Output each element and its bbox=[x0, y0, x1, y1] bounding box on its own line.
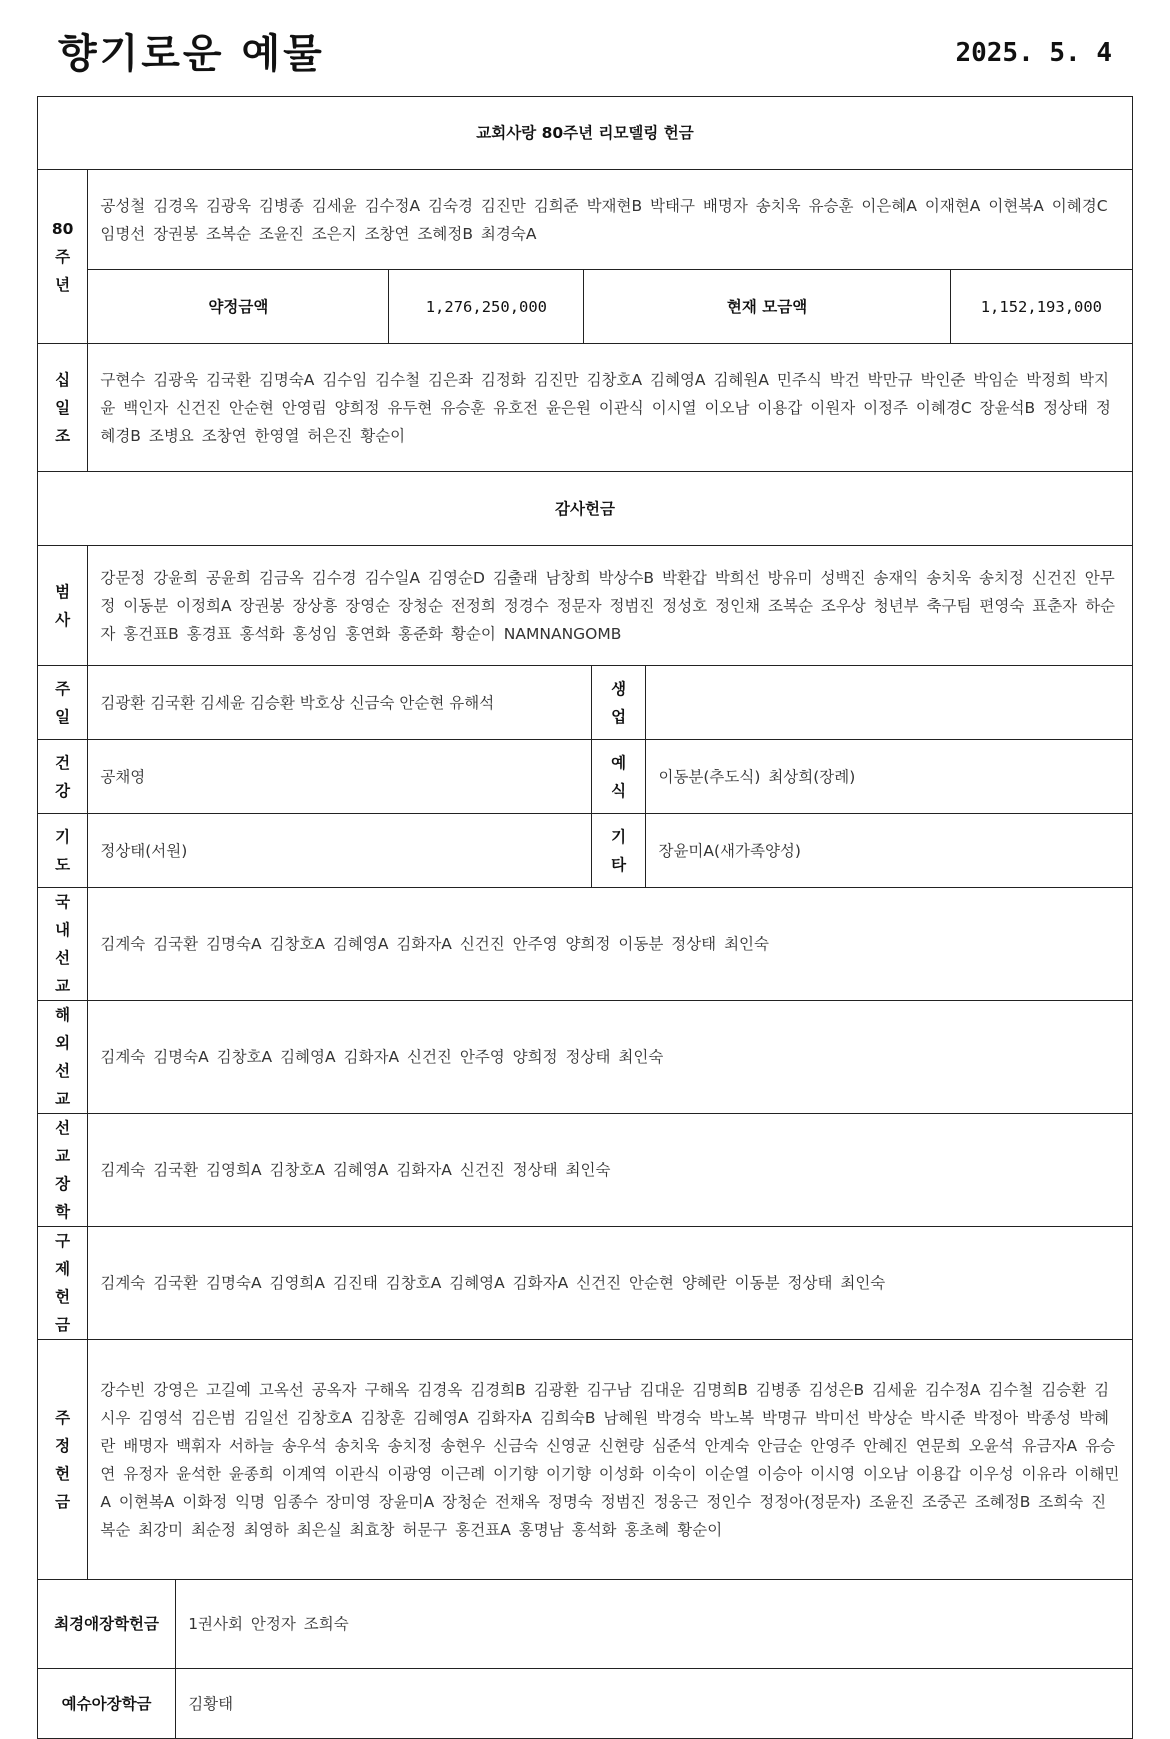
anniv80-names-row bbox=[38, 170, 1133, 270]
pledge-amount-value: 1,276,250,000 bbox=[389, 270, 584, 344]
raised-amount-label: 현재 모금액 bbox=[584, 270, 950, 344]
relief-label: 구제 헌금 bbox=[38, 1227, 88, 1340]
page-header bbox=[0, 0, 1170, 96]
prayer-etc-row bbox=[38, 814, 1133, 888]
weekly-label: 주 정 헌 금 bbox=[38, 1340, 88, 1580]
relief-row bbox=[38, 1227, 1133, 1340]
remodel-section-title: 교회사랑 80주년 리모델링 헌금 bbox=[38, 97, 1133, 170]
offering-table bbox=[37, 96, 1133, 1739]
tithe-label: 십 일 조 bbox=[38, 344, 88, 472]
overseas-mission-label: 해외 선교 bbox=[38, 1001, 88, 1114]
business-label: 생업 bbox=[591, 666, 646, 740]
general-thanks-names: 강문정 강윤희 공윤희 김금옥 김수경 김수일A 김영순D 김출래 남창희 박상수B 박환갑 박희선 방유미 성백진 송재익 송치욱 송치정 신건진 안무정 이동분 이정희A 장권봉 장상흥 장영순 장청순 전정희 정경수 정문자 정범진 정성호 정인채 조복순 조우상 청년부 축구팀 편영숙 표춘자 하순자 홍건표B 홍경표 홍석화 홍성임 홍연화 홍준화 황순이 NAMNANGOMB bbox=[88, 546, 1133, 666]
mission-scholarship-row bbox=[38, 1114, 1133, 1227]
prayer-names: 정상태(서원) bbox=[88, 814, 592, 888]
remodel-section-row bbox=[38, 97, 1133, 170]
weekly-row bbox=[38, 1340, 1133, 1580]
ceremony-names: 이동분(추도식) 최상희(장례) bbox=[646, 740, 1133, 814]
thanks-section-row bbox=[38, 472, 1133, 546]
health-names: 공채영 bbox=[88, 740, 592, 814]
ceremony-label: 예식 bbox=[591, 740, 646, 814]
choi-scholarship-label: 최경애장학헌금 bbox=[38, 1580, 176, 1669]
health-ceremony-row bbox=[38, 740, 1133, 814]
business-names bbox=[646, 666, 1133, 740]
prayer-label: 기도 bbox=[38, 814, 88, 888]
tithe-names: 구현수 김광욱 김국환 김명숙A 김수임 김수철 김은좌 김정화 김진만 김창호A 김혜영A 김혜원A 민주식 박건 박만규 박인준 박임순 박정희 박지윤 백인자 신건진 안순현 안영림 양희정 유두현 유승훈 유호전 윤은원 이관식 이시열 이오남 이용갑 이원자 이정주 이혜경C 장윤석B 정상태 정혜경B 조병요 조창연 한영열 허은진 황순이 bbox=[88, 344, 1133, 472]
choi-scholarship-names: 1권사회 안정자 조희숙 bbox=[176, 1580, 1133, 1669]
anniv80-label-text: 80 주년 bbox=[51, 219, 74, 294]
yesua-scholarship-label: 예슈아장학금 bbox=[38, 1669, 176, 1739]
health-label: 건강 bbox=[38, 740, 88, 814]
overseas-mission-names: 김계숙 김명숙A 김창호A 김혜영A 김화자A 신건진 안주영 양희정 정상태 최인숙 bbox=[88, 1001, 1133, 1114]
sunday-label: 주일 bbox=[38, 666, 88, 740]
weekly-names: 강수빈 강영은 고길예 고옥선 공옥자 구해옥 김경옥 김경희B 김광환 김구남 김대운 김명희B 김병종 김성은B 김세윤 김수정A 김수철 김승환 김시우 김영석 김은범 김일선 김창호A 김창훈 김혜영A 김화자A 김희숙B 남혜원 박경숙 박노복 박명규 박미선 박상순 박시준 박정아 박종성 박혜란 배명자 백휘자 서하늘 송우석 송치욱 송치정 송현우 신금숙 신영균 신현량 심준석 안계숙 안금순 안영주 안혜진 연문희 오윤석 유금자A 유승연 유정자 윤석한 윤종희 이계역 이관식 이광영 이근례 이기향 이기향 이성화 이숙이 이순열 이승아 이시영 이오남 이용갑 이우성 이유라 이해민A 이현복A 이화정 익명 임종수 장미영 장윤미A 장청순 전채옥 정명숙 정범진 정웅근 정인수 정정아(정문자) 조윤진 조중곤 조혜정B 조희숙 진복순 최강미 최순정 최영하 최은실 최효창 허문구 홍건표A 홍명남 홍석화 홍초혜 황순이 bbox=[88, 1340, 1133, 1580]
choi-scholarship-row bbox=[38, 1580, 1133, 1669]
yesua-scholarship-names: 김황태 bbox=[176, 1669, 1133, 1739]
yesua-scholarship-row bbox=[38, 1669, 1133, 1739]
etc-names: 장윤미A(새가족양성) bbox=[646, 814, 1133, 888]
etc-label: 기타 bbox=[591, 814, 646, 888]
service-date: 2025. 5. 4 bbox=[955, 38, 1112, 68]
anniv80-names: 공성철 김경옥 김광욱 김병종 김세윤 김수정A 김숙경 김진만 김희준 박재현B 박태구 배명자 송치욱 유승훈 이은혜A 이재현A 이현복A 이혜경C 임명선 장권봉 조복순 조윤진 조은지 조창연 조혜정B 최경숙A bbox=[88, 170, 1133, 270]
raised-amount-value: 1,152,193,000 bbox=[950, 270, 1132, 344]
anniv80-label bbox=[38, 170, 88, 344]
tithe-row bbox=[38, 344, 1133, 472]
general-thanks-label: 범사 bbox=[38, 546, 88, 666]
domestic-mission-row bbox=[38, 888, 1133, 1001]
thanks-section-title: 감사헌금 bbox=[38, 472, 1133, 546]
mission-scholarship-label: 선교 장학 bbox=[38, 1114, 88, 1227]
overseas-mission-row bbox=[38, 1001, 1133, 1114]
sunday-names: 김광환 김국환 김세윤 김승환 박호상 신금숙 안순현 유해석 bbox=[88, 666, 592, 740]
sunday-business-row bbox=[38, 666, 1133, 740]
page-title: 향기로운 예물 bbox=[58, 31, 325, 77]
domestic-mission-names: 김계숙 김국환 김명숙A 김창호A 김혜영A 김화자A 신건진 안주영 양희정 이동분 정상태 최인숙 bbox=[88, 888, 1133, 1001]
anniv80-amount-row bbox=[38, 270, 1133, 344]
relief-names: 김계숙 김국환 김명숙A 김영희A 김진태 김창호A 김혜영A 김화자A 신건진 안순현 양혜란 이동분 정상태 최인숙 bbox=[88, 1227, 1133, 1340]
mission-scholarship-names: 김계숙 김국환 김영희A 김창호A 김혜영A 김화자A 신건진 정상태 최인숙 bbox=[88, 1114, 1133, 1227]
pledge-amount-label: 약정금액 bbox=[88, 270, 389, 344]
general-thanks-row bbox=[38, 546, 1133, 666]
domestic-mission-label: 국내 선교 bbox=[38, 888, 88, 1001]
